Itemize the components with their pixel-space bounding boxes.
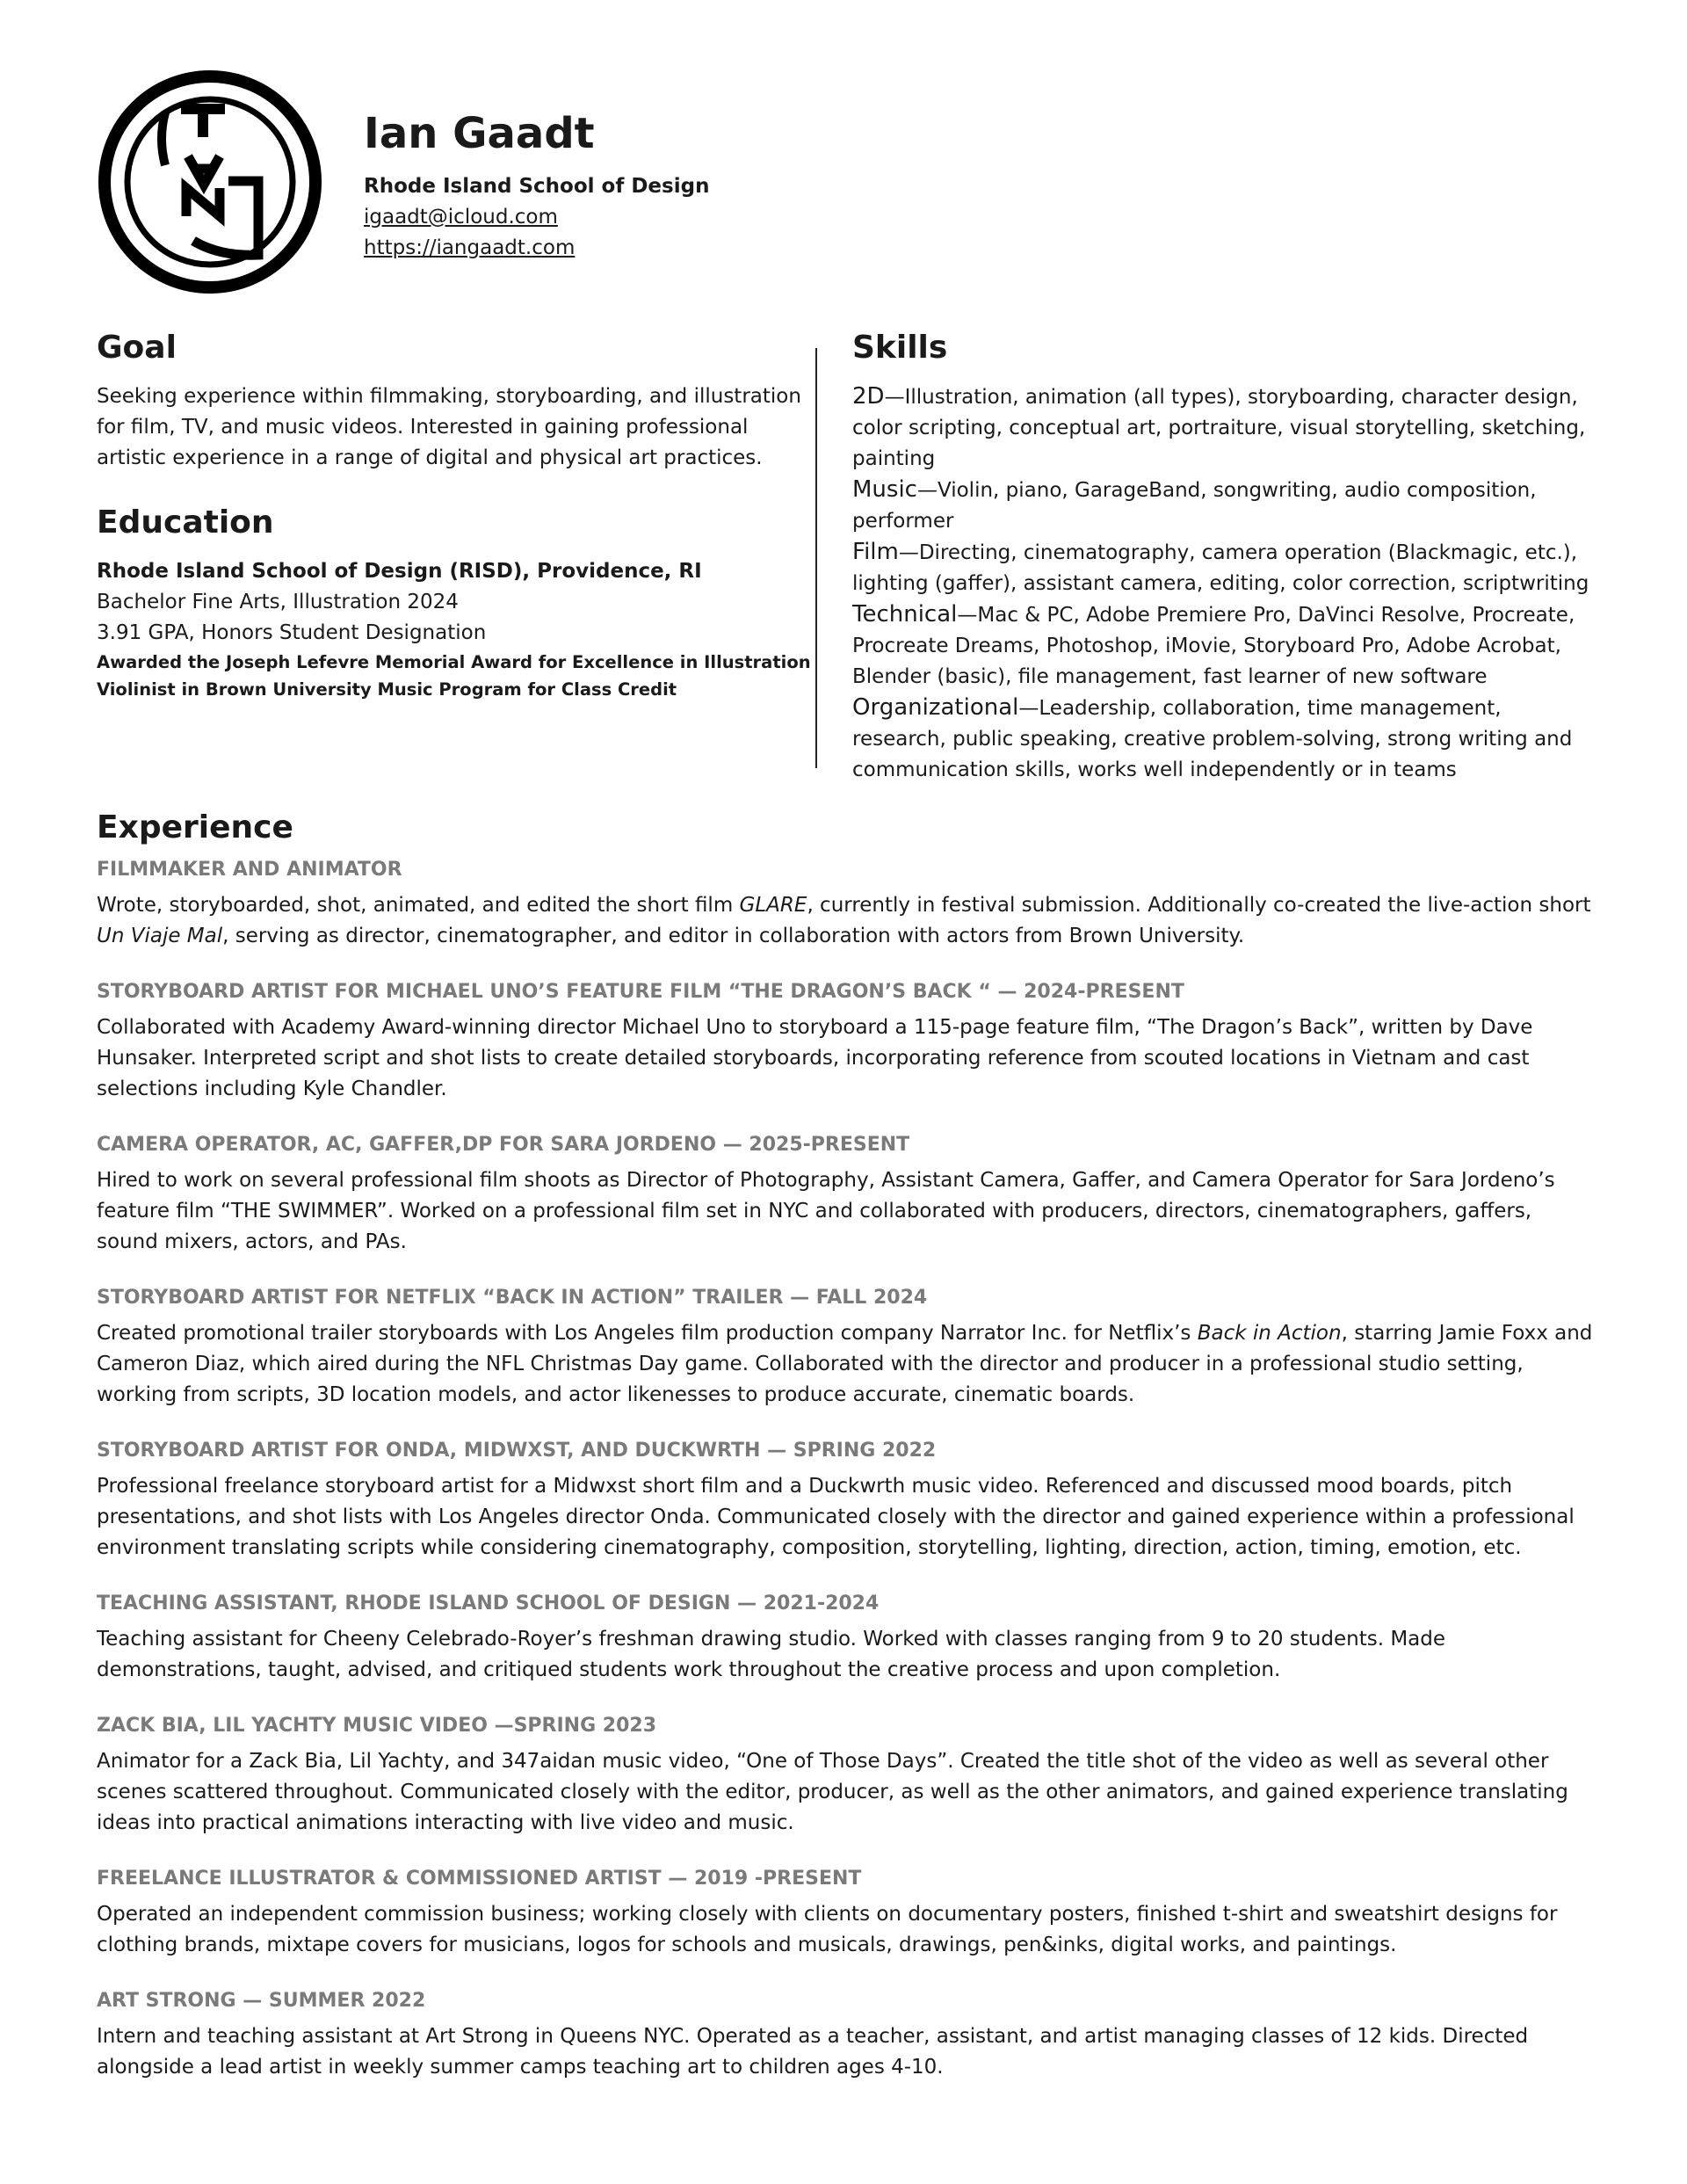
experience-title: FILMMAKER AND ANIMATOR (97, 859, 402, 881)
skill-text: —Leadership, collaboration, time management, research, public speaking, creative problem-solving, strong writing and communication skills, works well independently or in teams (852, 697, 1573, 781)
experience-item (97, 978, 1599, 1105)
experience-description (97, 1899, 1599, 1961)
italic-title: GLARE (739, 894, 807, 917)
skill-category: Music (852, 476, 917, 503)
experience-section (97, 805, 1599, 2109)
description-text: Teaching assistant for Cheeny Celebrado-Royer’s freshman drawing studio. Worked with classes ranging from 9 to 20 students. Made demonstrations, taught, advised, and critiqued students work throughout the creative process and upon completion. (97, 1628, 1446, 1681)
experience-title: ZACK BIA, LIL YACHTY MUSIC VIDEO —SPRING 2023 (97, 1715, 657, 1737)
experience-list (97, 856, 1599, 2083)
skill-item (852, 599, 1590, 693)
skills-list (852, 381, 1590, 786)
description-text: , currently in festival submission. Additionally co-created the live-action short (807, 894, 1591, 917)
description-text: Hired to work on several professional film shoots as Director of Photography, Assistant Camera, Gaffer, and Camera Operator for Sara Jordeno’s feature film “THE SWIMMER”. Worked on a professional film set in NYC and collaborated with producers, directors, cinematographers, gaffers, sound mixers, actors, and PAs. (97, 1169, 1555, 1253)
skills-heading: Skills (852, 330, 948, 366)
italic-title: Un Viaje Mal (97, 925, 223, 947)
website-link[interactable]: https://iangaadt.com (364, 236, 576, 259)
experience-item (97, 1712, 1599, 1839)
experience-description (97, 1624, 1599, 1686)
experience-title: TEACHING ASSISTANT, RHODE ISLAND SCHOOL OF DESIGN — 2021-2024 (97, 1593, 880, 1614)
left-column (97, 325, 817, 703)
skill-item (852, 475, 1590, 537)
column-divider (815, 348, 817, 768)
experience-title: ART STRONG — SUMMER 2022 (97, 1990, 426, 2012)
description-text: Collaborated with Academy Award-winning director Michael Uno to storyboard a 115-page feature film, “The Dragon’s Back”, written by Dave Hunsaker. Interpreted script and shot lists to create detailed storyboards, incorporating reference from scouted locations in Vietnam and cast selections including Kyle Chandler. (97, 1016, 1533, 1100)
description-text: Animator for a Zack Bia, Lil Yachty, and 347aidan music video, “One of Those Days”. Created the title shot of the video as well as several other scenes scattered throughout. Communicated closely with the editor, producer, as well as the other animators, and gained experience translating ideas into practical animations interacting with live video and music. (97, 1750, 1568, 1834)
education-gpa: 3.91 GPA, Honors Student Designation (97, 621, 487, 644)
education-award: Awarded the Joseph Lefevre Memorial Award for Excellence in Illustration (97, 652, 811, 672)
skill-item (852, 537, 1590, 599)
experience-item (97, 856, 1599, 952)
education-degree: Bachelor Fine Arts, Illustration 2024 (97, 591, 459, 613)
email-link[interactable]: igaadt@icloud.com (364, 205, 558, 229)
experience-title: STORYBOARD ARTIST FOR ONDA, MIDWXST, AND DUCKWRTH — SPRING 2022 (97, 1440, 937, 1462)
experience-description (97, 2021, 1599, 2083)
skill-item (852, 381, 1590, 475)
experience-description (97, 1012, 1599, 1105)
skill-item (852, 693, 1590, 786)
experience-item (97, 1987, 1599, 2083)
experience-item (97, 1131, 1599, 1258)
experience-description (97, 890, 1599, 952)
skill-category: Organizational (852, 694, 1019, 721)
experience-title: CAMERA OPERATOR, AC, GAFFER,DP FOR SARA JORDENO — 2025-PRESENT (97, 1134, 910, 1156)
skill-text: —Violin, piano, GarageBand, songwriting, audio composition, performer (852, 479, 1537, 533)
italic-title: Back in Action (1197, 1322, 1342, 1345)
goal-text: Seeking experience within filmmaking, storyboarding, and illustration for film, TV, and music videos. Interested in gaining professional artistic experience in a range of digital and physical art practices. (97, 385, 801, 469)
header (364, 111, 709, 264)
person-name: Ian Gaadt (364, 109, 595, 158)
description-text: Wrote, storyboarded, shot, animated, and edited the short film (97, 894, 740, 917)
goal-heading: Goal (97, 330, 177, 366)
experience-item (97, 1437, 1599, 1564)
experience-heading: Experience (97, 809, 293, 845)
experience-description (97, 1318, 1599, 1411)
education-heading: Education (97, 504, 274, 541)
header-school: Rhode Island School of Design (364, 174, 710, 198)
description-text: Operated an independent commission business; working closely with clients on documentary posters, finished t-shirt and sweatshirt designs for clothing brands, mixtape covers for musicians, logos for schools and musicals, drawings, pen&inks, digital works, and paintings. (97, 1903, 1558, 1956)
skill-text: —Illustration, animation (all types), storyboarding, character design, color scripting, conceptual art, portraiture, visual storytelling, sketching, painting (852, 386, 1586, 470)
description-text: , serving as director, cinematographer, and editor in collaboration with actors from Brown University. (222, 925, 1245, 947)
experience-title: STORYBOARD ARTIST FOR MICHAEL UNO’S FEATURE FILM “THE DRAGON’S BACK “ — 2024-PRESENT (97, 981, 1184, 1003)
experience-item (97, 1590, 1599, 1686)
experience-description (97, 1471, 1599, 1564)
skill-category: 2D (852, 383, 885, 410)
skill-text: —Directing, cinematography, camera operation (Blackmagic, etc.), lighting (gaffer), assistant camera, editing, color correction, scriptwriting (852, 541, 1589, 595)
experience-description (97, 1165, 1599, 1258)
experience-description (97, 1746, 1599, 1839)
experience-item (97, 1284, 1599, 1411)
description-text: , starring Jamie Foxx and Cameron Diaz, which aired during the NFL Christmas Day game. Collaborated with the director and producer in a professional studio setting, working from scripts, 3D location models, and actor likenesses to produce accurate, cinematic boards. (97, 1322, 1593, 1406)
description-text: Intern and teaching assistant at Art Strong in Queens NYC. Operated as a teacher, assistant, and artist managing classes of 12 kids. Directed alongside a lead artist in weekly summer camps teaching art to children ages 4-10. (97, 2025, 1529, 2079)
education-school: Rhode Island School of Design (RISD), Providence, RI (97, 560, 702, 583)
description-text: Professional freelance storyboard artist for a Midwxst short film and a Duckwrth music video. Referenced and discussed mood boards, pitch presentations, and shot lists with Los Angeles director Onda. Communicated closely with the director and gained experience within a professional environment translating scripts while considering cinematography, composition, storytelling, lighting, direction, action, timing, emotion, etc. (97, 1475, 1575, 1559)
right-column (852, 325, 1590, 786)
description-text: Created promotional trailer storyboards with Los Angeles film production company Narrator Inc. for Netflix’s (97, 1322, 1198, 1345)
skill-category: Technical (852, 601, 958, 628)
experience-title: STORYBOARD ARTIST FOR NETFLIX “BACK IN ACTION” TRAILER — FALL 2024 (97, 1287, 928, 1309)
skill-text: —Mac & PC, Adobe Premiere Pro, DaVinci Resolve, Procreate, Procreate Dreams, Photoshop, iMovie, Storyboard Pro, Adobe Acrobat, Blender (basic), file management, fast learner of new software (852, 604, 1575, 688)
experience-item (97, 1865, 1599, 1961)
monogram-logo (97, 69, 323, 295)
skill-category: Film (852, 539, 899, 565)
education-violin: Violinist in Brown University Music Program for Class Credit (97, 679, 677, 700)
experience-title: FREELANCE ILLUSTRATOR & COMMISSIONED ARTIST — 2019 -PRESENT (97, 1868, 862, 1890)
